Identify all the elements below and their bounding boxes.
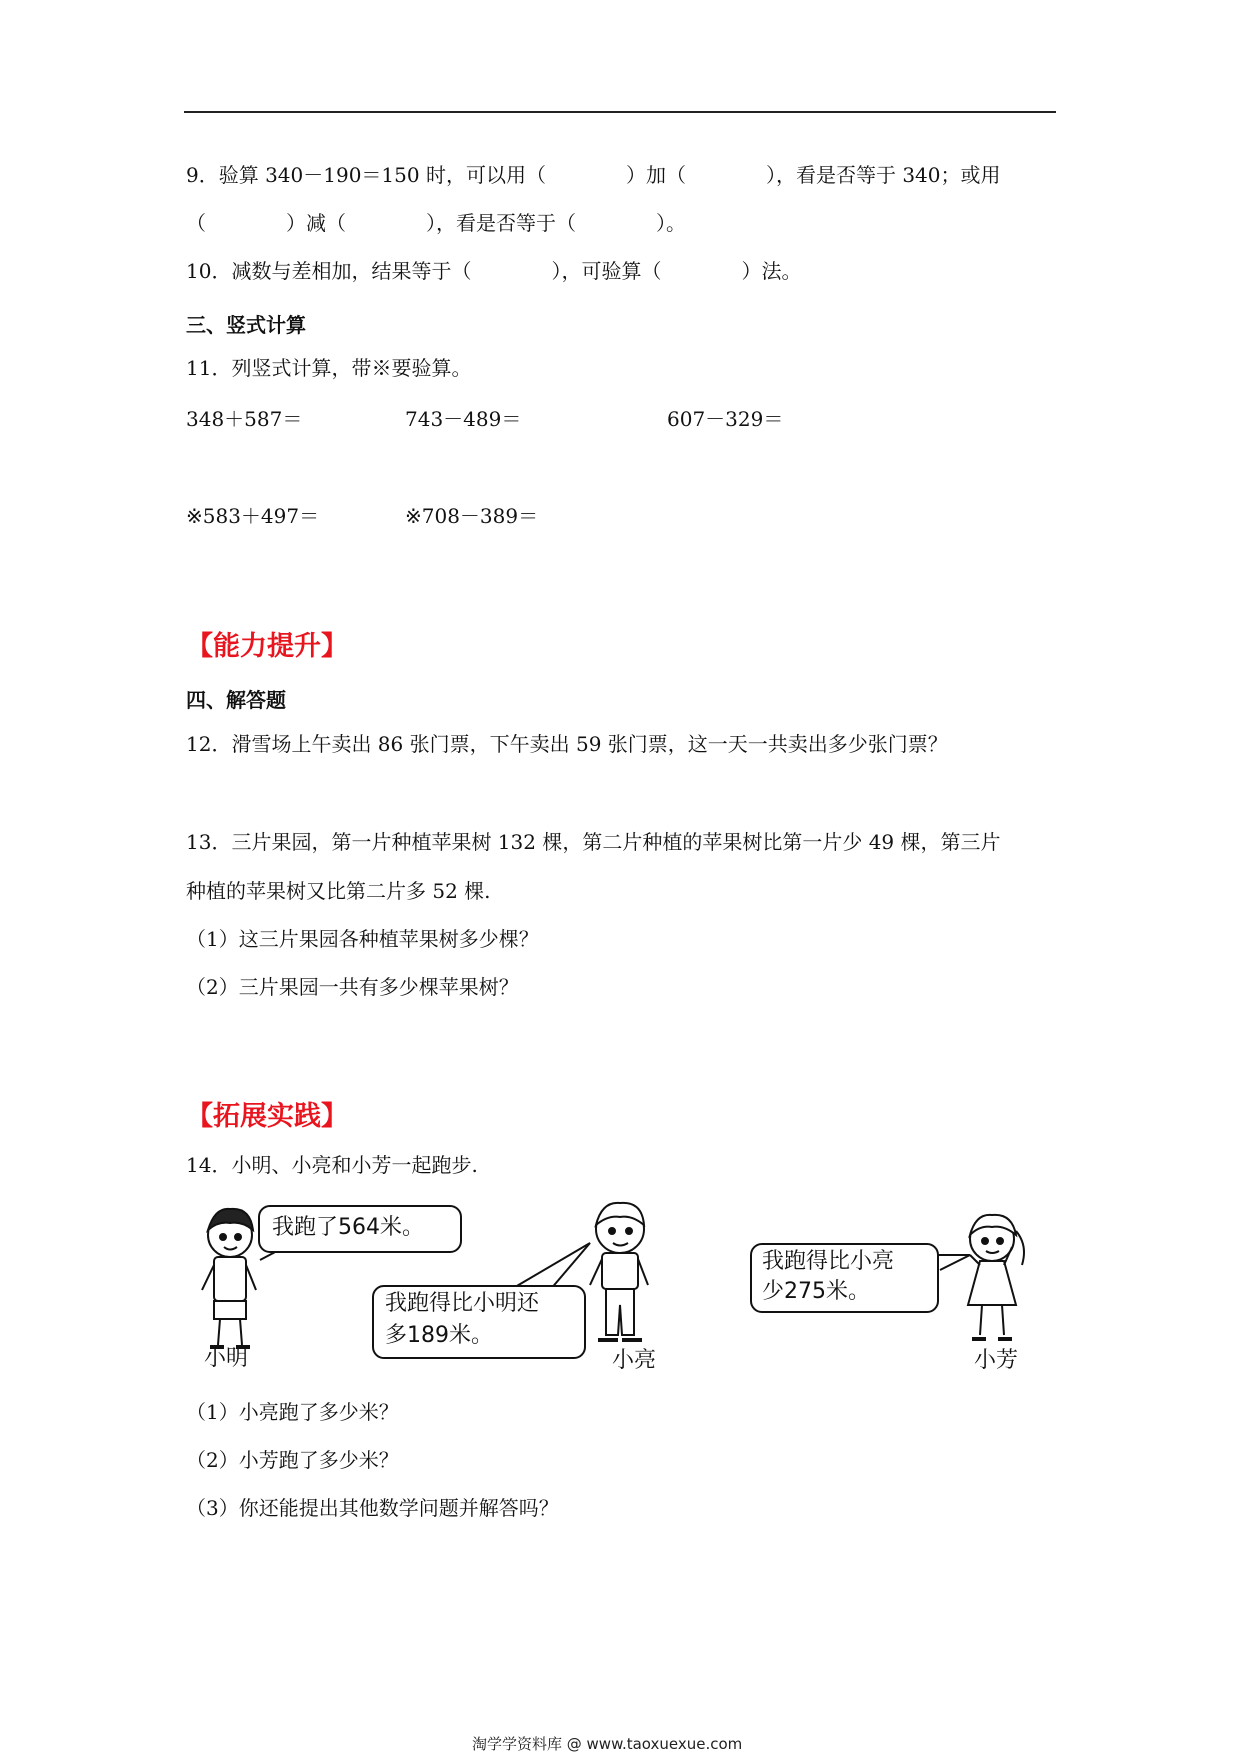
q11-expr-4: ※583＋497＝	[186, 504, 320, 528]
section3-title: 三、竖式计算	[186, 313, 306, 337]
running-illustration	[180, 1195, 1060, 1375]
q13-line2: 种植的苹果树又比第二片多 52 棵.	[186, 879, 491, 903]
q14-sub3: （3）你还能提出其他数学问题并解答吗？	[186, 1496, 559, 1520]
name-xiaofang: 小芳	[974, 1348, 1019, 1373]
footer-watermark: 淘学学资料库 @ www.taoxuexue.com	[472, 1735, 743, 1753]
xiaofang-bubble-text-1: 我跑得比小亮	[762, 1249, 895, 1274]
xiaoming-bubble-text: 我跑了564米。	[272, 1215, 424, 1240]
q14-sub1: （1）小亮跑了多少米？	[186, 1400, 399, 1424]
q10: 10．减数与差相加，结果等于（ ），可验算（ ）法。	[186, 259, 802, 283]
q13-line1: 13．三片果园，第一片种植苹果树 132 棵，第二片种植的苹果树比第一片少 49 棵，第三片	[186, 830, 1001, 854]
xiaoliang-figure	[590, 1203, 648, 1340]
section4-title: 四、解答题	[186, 688, 286, 712]
xiaofang-bubble-tail	[938, 1255, 970, 1270]
xiaoliang-bubble-text-1: 我跑得比小明还	[385, 1291, 540, 1316]
expand-header: 【拓展实践】	[186, 1101, 348, 1132]
q9-line2: （ ）减（ ），看是否等于（ ）。	[186, 211, 686, 235]
q13-sub1: （1）这三片果园各种植苹果树多少棵？	[186, 927, 539, 951]
q11-expr-1: 348＋587＝	[186, 407, 303, 431]
name-xiaoliang: 小亮	[612, 1348, 657, 1373]
xiaoliang-bubble-tail	[510, 1243, 590, 1290]
q11-expr-3: 607－329＝	[667, 407, 784, 431]
q11-expr-5: ※708－389＝	[405, 504, 539, 528]
q14-sub2: （2）小芳跑了多少米？	[186, 1448, 399, 1472]
q14-prompt: 14．小明、小亮和小芳一起跑步.	[186, 1153, 478, 1177]
name-xiaoming: 小明	[204, 1346, 249, 1371]
xiaoliang-bubble-text-2: 多189米。	[385, 1323, 493, 1348]
q13-sub2: （2）三片果园一共有多少棵苹果树？	[186, 975, 519, 999]
q9-line1: 9．验算 340－190＝150 时，可以用（ ）加（ ），看是否等于 340；或用	[186, 163, 1001, 187]
xiaoming-figure	[202, 1209, 256, 1347]
q11-expr-2: 743－489＝	[405, 407, 522, 431]
q11-prompt: 11．列竖式计算，带※要验算。	[186, 356, 472, 380]
xiaofang-bubble-text-2: 少275米。	[762, 1279, 870, 1304]
q12: 12．滑雪场上午卖出 86 张门票，下午卖出 59 张门票，这一天一共卖出多少张门票？	[186, 732, 948, 756]
header-rule	[184, 111, 1056, 113]
ability-header: 【能力提升】	[186, 631, 348, 662]
xiaofang-figure	[968, 1215, 1024, 1339]
